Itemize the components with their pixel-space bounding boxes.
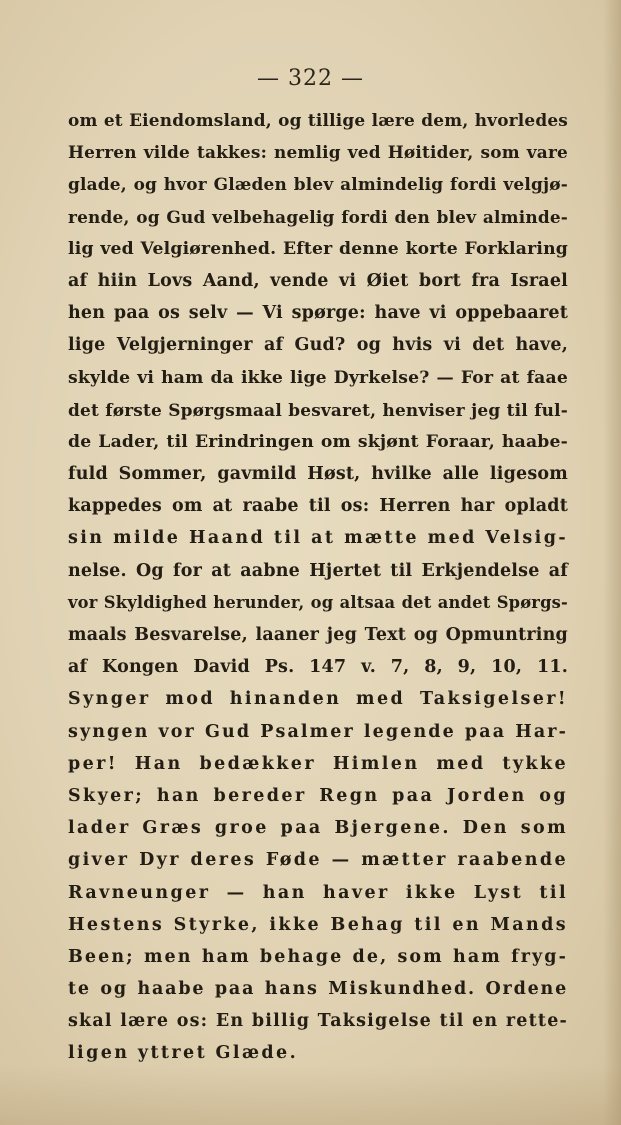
text-line: lig ved Velgiørenhed. Efter denne korte Forklaring [68, 238, 568, 259]
text-line: skal lære os: En billig Taksigelse til en rette- [68, 1011, 568, 1032]
page-number: — 322 — [257, 66, 364, 91]
text-line: ligen yttret Glæde. [68, 1043, 299, 1064]
text-line: Skyer; han bereder Regn paa Jorden og [68, 785, 568, 806]
text-line: Hestens Styrke, ikke Behag til en Mands [68, 914, 568, 935]
text-line: lige Velgjerninger af Gud? og hvis vi det have, [68, 335, 568, 356]
text-line: Been; men ham behage de, som ham fryg- [68, 946, 568, 967]
text-line: per! Han bedækker Himlen med tykke [68, 753, 568, 774]
text-line: Synger mod hinanden med Taksigelser! [68, 689, 568, 710]
text-line: af Kongen David Ps. 147 v. 7, 8, 9, 10, 11. [68, 657, 568, 678]
page-bottom-stain [0, 1065, 621, 1125]
text-line: fuld Sommer, gavmild Høst, hvilke alle ligesom [68, 464, 568, 485]
text-line: skylde vi ham da ikke lige Dyrkelse? — For at faae [68, 367, 568, 388]
text-line: te og haabe paa hans Miskundhed. Ordene [68, 979, 568, 1000]
text-line: nelse. Og for at aabne Hjertet til Erkjendelse af [68, 560, 568, 581]
text-line: lader Græs groe paa Bjergene. Den som [68, 818, 568, 839]
text-line: syngen vor Gud Psalmer legende paa Har- [68, 721, 568, 742]
text-line: af hiin Lovs Aand, vende vi Øiet bort fra Israel [68, 270, 568, 291]
text-line: giver Dyr deres Føde — mætter raabende [68, 850, 568, 871]
text-line: det første Spørgsmaal besvaret, henviser jeg til ful- [68, 399, 568, 420]
text-line: glade, og hvor Glæden blev almindelig fordi velgjø- [68, 174, 568, 195]
text-line: maals Besvarelse, laaner jeg Text og Opmuntring [68, 625, 568, 645]
text-line: rende, og Gud velbehagelig fordi den blev alminde- [68, 206, 568, 227]
page-edge-shadow [603, 0, 621, 1125]
text-line: kappedes om at raabe til os: Herren har opladt [68, 496, 568, 517]
text-line: hen paa os selv — Vi spørge: have vi oppebaaret [68, 303, 568, 324]
text-line: de Lader, til Erindringen om skjønt Foraar, haabe- [68, 431, 568, 452]
body-text [68, 104, 568, 1070]
text-line: sin milde Haand til at mætte med Velsig- [68, 528, 568, 549]
text-line: om et Eiendomsland, og tillige lære dem, hvorledes [68, 110, 568, 130]
text-line: Ravneunger — han haver ikke Lyst til [68, 882, 568, 903]
text-line: vor Skyldighed herunder, og altsaa det andet Spørgs- [68, 592, 568, 612]
text-line: Herren vilde takkes: nemlig ved Høitider, som vare [68, 142, 568, 163]
